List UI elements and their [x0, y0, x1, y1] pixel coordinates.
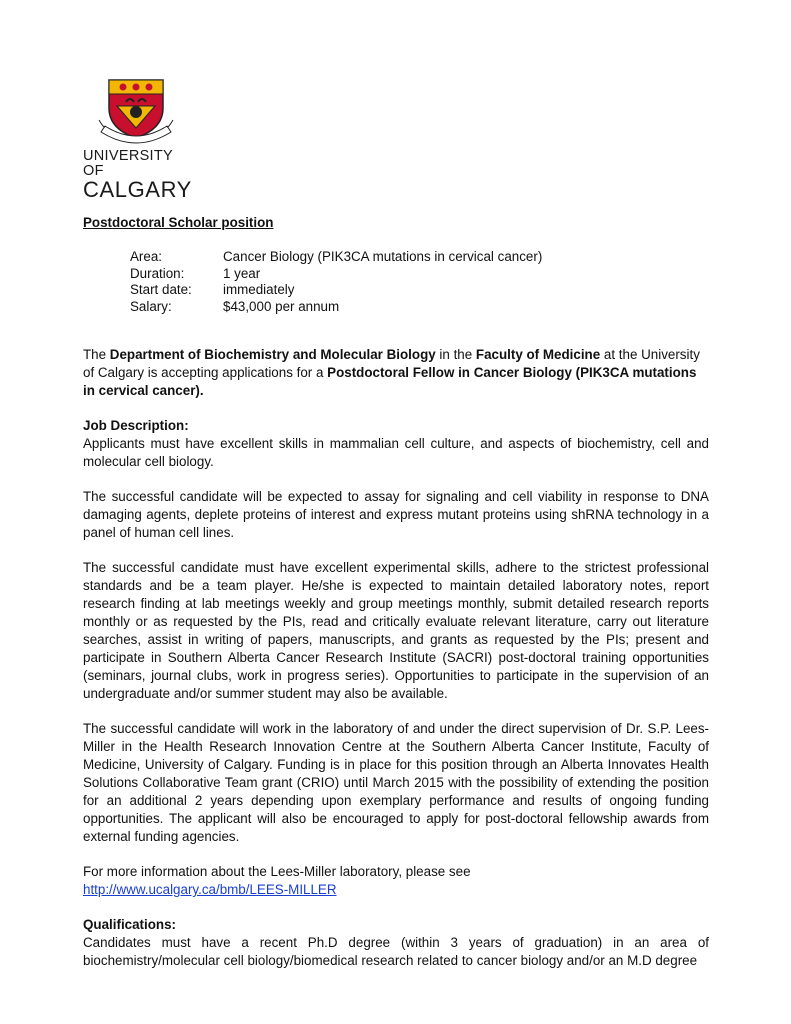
position-name: Postdoctoral Fellow in Cancer Biology (PIK3CA mutations in cervical cancer). — [83, 365, 697, 398]
faculty-name: Faculty of Medicine — [475, 347, 601, 362]
university-crest-icon — [97, 78, 175, 148]
fact-row-area — [130, 248, 709, 265]
fact-label: Duration: — [130, 265, 185, 281]
fact-value: $43,000 per annum — [223, 298, 340, 314]
logo-line-2: CALGARY — [83, 177, 192, 202]
more-info-text: For more information about the Lees-Miller laboratory, please see — [83, 864, 471, 879]
job-description-heading: Job Description: — [83, 418, 189, 433]
fact-label: Area: — [130, 249, 163, 264]
job-paragraph-2: The successful candidate will be expected to assay for signaling and cell viability in response to DNA damaging agents, deplete proteins of interest and express mutant proteins using shRNA technology in a panel of human cell lines. — [83, 489, 709, 540]
page-title: Postdoctoral Scholar position — [83, 215, 274, 230]
qualifications-heading: Qualifications: — [83, 917, 177, 932]
fact-label: Start date: — [130, 282, 192, 297]
intro-text: in the — [435, 347, 476, 362]
logo-line-1: UNIVERSITY OF — [83, 148, 173, 179]
job-paragraph-4: The successful candidate will work in the laboratory of and under the direct supervision of Dr. S.P. Lees-Miller in the Health Research Innovation Centre at the Southern Alberta Cancer Institute, Faculty of Medicine, University of Calgary. Funding is in place for this position through an Alberta Innovates Health Solutions Collaborative Team grant (CRIO) until March 2015 with the possibility of extending the position for an additional 2 years depending upon exemplary performance and results of ongoing funding opportunities. The applicant will also be encouraged to apply for post-doctoral fellowship awards from external funding agencies. — [83, 721, 709, 844]
document-body — [83, 214, 709, 987]
fact-row-duration — [130, 265, 709, 282]
fact-row-start-date — [130, 281, 709, 298]
qualifications-paragraph-1: Candidates must have a recent Ph.D degree (within 3 years of graduation) in an area of biochemistry/molecular cell biology/biomedical research related to cancer biology and/or an M.D degree — [83, 935, 709, 968]
fact-value: immediately — [223, 282, 295, 297]
position-facts — [130, 248, 709, 314]
intro-paragraph — [83, 346, 709, 400]
department-name: Department of Biochemistry and Molecular Biology — [109, 347, 436, 362]
intro-text: The — [83, 347, 110, 362]
fact-value: Cancer Biology (PIK3CA mutations in cervical cancer) — [223, 249, 543, 264]
logo-wordmark — [83, 149, 193, 201]
fact-row-salary — [130, 298, 709, 315]
lab-website-link[interactable]: http://www.ucalgary.ca/bmb/LEES-MILLER — [83, 882, 337, 897]
job-paragraph-1: Applicants must have excellent skills in mammalian cell culture, and aspects of biochemistry, cell and molecular cell biology. — [83, 436, 709, 469]
intro-text: at the University of Calgary is accepting applications for a — [83, 347, 700, 380]
fact-value: 1 year — [223, 265, 261, 281]
fact-label: Salary: — [130, 298, 172, 314]
job-paragraph-3: The successful candidate must have excellent experimental skills, adhere to the strictest professional standards and be a team player. He/she is expected to maintain detailed laboratory notes, report research finding at lab meetings weekly and group meetings monthly, submit detailed research reports monthly or as requested by the PIs, read and critically evaluate relevant literature, carry out literature searches, assist in writing of papers, manuscripts, and grants as requested by the PIs; present and participate in Southern Alberta Cancer Research Institute (SACRI) post-doctoral training opportunities (seminars, journal clubs, work in progress series). Opportunities to participate in the supervision of an undergraduate and/or summer student may also be available. — [83, 560, 709, 701]
more-info-paragraph — [83, 863, 709, 899]
university-logo — [83, 78, 193, 202]
